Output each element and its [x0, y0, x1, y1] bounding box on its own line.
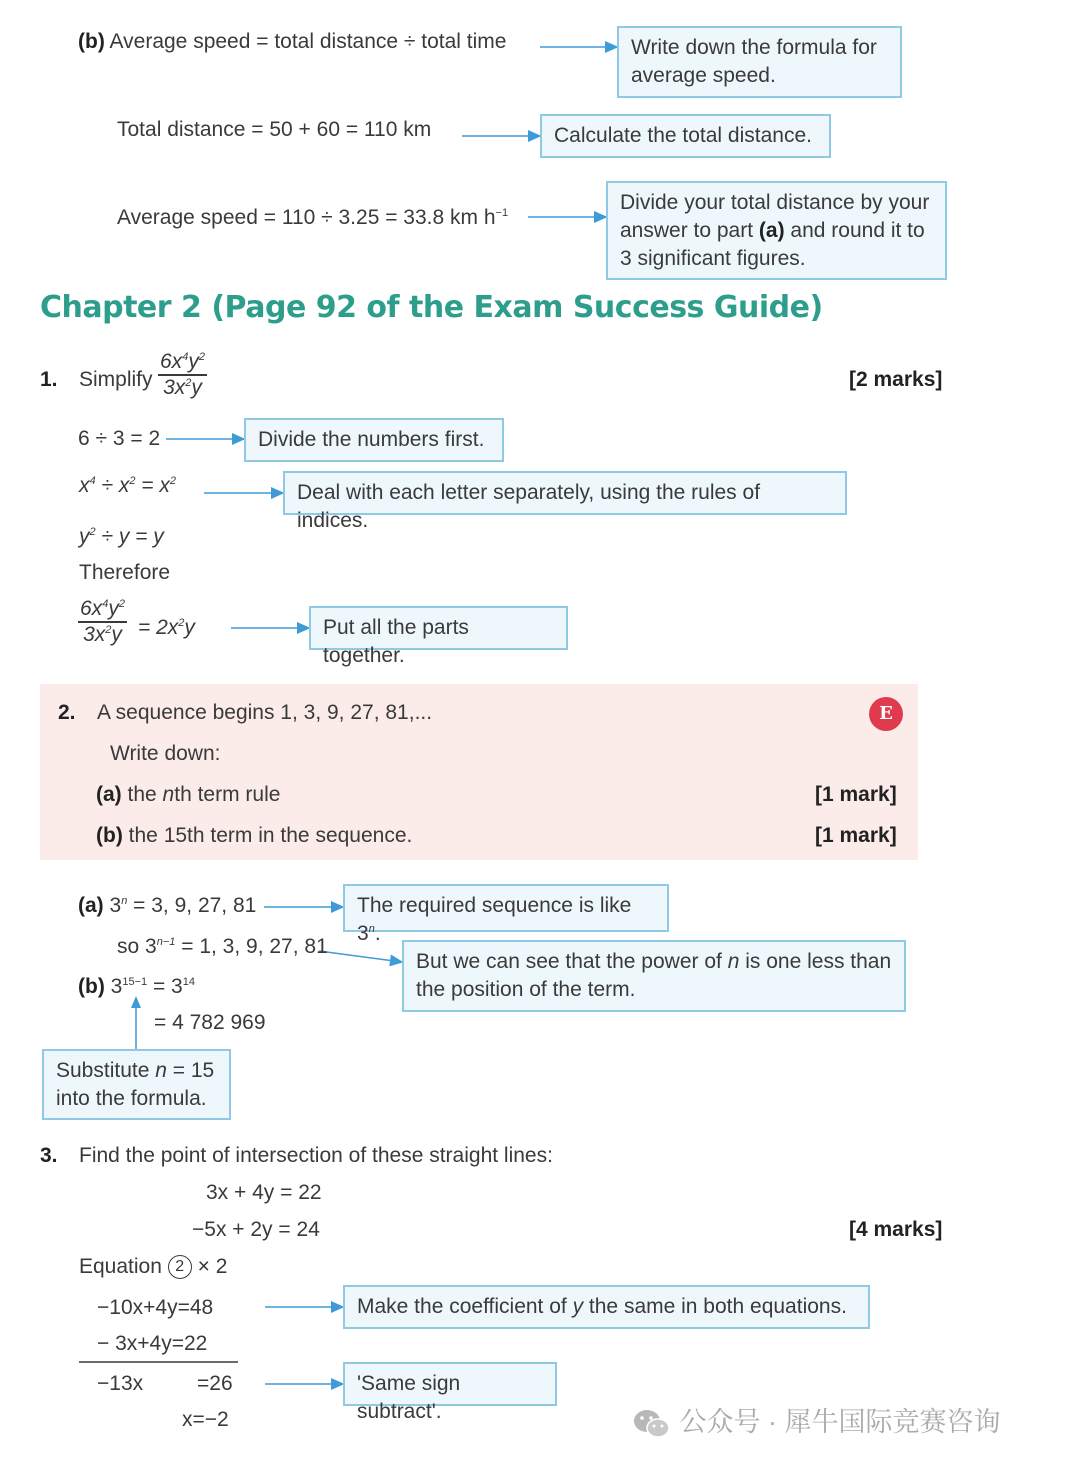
note-formula: Write down the formula for average speed.	[617, 26, 902, 98]
q2-answer-a: (a) 3$^n$ = 3, 9, 27, 81	[78, 894, 257, 917]
avg-speed-formula: (b) Average speed = total distance ÷ total time	[78, 30, 507, 53]
q3-line2: − 3x+4y=22	[97, 1332, 208, 1355]
note-substitute: Substitute n = 15 into the formula.	[42, 1049, 231, 1120]
note-divide: Divide your total distance by your answer to part (a) and round it to 3 significant figures.	[606, 181, 947, 280]
q1-marks: [2 marks]	[849, 368, 943, 391]
note-put-together: Put all the parts together.	[309, 606, 568, 650]
q3-line3b: =26	[197, 1372, 233, 1395]
q2-answer-so: so $3^{n-1} = 1$, 3, 9, 27, 81	[117, 935, 328, 958]
note-total-distance: Calculate the total distance.	[540, 114, 831, 158]
q2-part-a: (a) the nth term rule	[96, 783, 281, 806]
q2-number: 2.	[58, 701, 76, 724]
q2-write-down: Write down:	[110, 742, 221, 765]
q1-prompt: Simplify	[79, 368, 153, 391]
q2-part-b: (b) the 15th term in the sequence.	[96, 824, 413, 847]
chapter-heading: Chapter 2 (Page 92 of the Exam Success Guide)	[40, 290, 823, 325]
q3-line1: −10x+4y=48	[97, 1296, 214, 1319]
q3-line4: x=−2	[182, 1408, 229, 1431]
total-distance-line: Total distance = 50 + 60 = 110 km	[117, 118, 432, 141]
q1-result-fraction: $\frac{6x^4y^2}{3x^2y}$	[80, 597, 125, 646]
watermark: 公众号 · 犀牛国际竞赛咨询	[632, 1400, 1001, 1441]
avg-speed-calc: Average speed = 110 ÷ 3.25 = 33.8 km $h^{-1}$	[117, 206, 509, 229]
q3-eq1: 3x + 4y = 22	[206, 1181, 322, 1204]
q1-number: 1.	[40, 368, 58, 391]
wechat-icon	[632, 1407, 672, 1441]
q2-answer-b-value: = 4 782 969	[154, 1011, 266, 1034]
q2-a-marks: [1 mark]	[815, 783, 897, 806]
exam-badge-icon: E	[869, 697, 903, 731]
q2-answer-b: (b) $3^{15-1} = 3^{14}$	[78, 975, 195, 998]
circled-number: 2	[168, 1255, 192, 1279]
avg-speed-formula-text: Average speed = total distance ÷ total time	[109, 30, 507, 53]
q1-step2: $x^4 \div x^2 = x^2$	[79, 474, 177, 497]
q1-result: = $2x^2y$	[138, 616, 195, 639]
arrow-power-less	[319, 951, 402, 962]
q2-intro: A sequence begins 1, 3, 9, 27, 81,...	[97, 701, 433, 724]
note-coefficient: Make the coefficient of y the same in both equations.	[343, 1285, 870, 1329]
q3-marks: [4 marks]	[849, 1218, 943, 1241]
q1-step1: 6 ÷ 3 = 2	[78, 427, 161, 450]
note-power-less: But we can see that the power of n is one less than the position of the term.	[402, 940, 906, 1012]
q3-eq2: −5x + 2y = 24	[192, 1218, 320, 1241]
q2-b-marks: [1 mark]	[815, 824, 897, 847]
note-each-letter: Deal with each letter separately, using the rules of indices.	[283, 471, 847, 515]
q1-therefore: Therefore	[79, 561, 171, 584]
note-divide-numbers: Divide the numbers first.	[244, 418, 504, 462]
q3-prompt: Find the point of intersection of these straight lines:	[79, 1144, 553, 1167]
q3-line3a: −13x	[97, 1372, 144, 1395]
q3-equation-label: Equation 2 × 2	[79, 1255, 228, 1278]
q1-step3: $y^2 \div y = y$	[79, 525, 164, 548]
note-sequence-like: The required sequence is like 3$^n$.	[343, 884, 669, 932]
q1-fraction: $\frac{6x^4y^2}{3x^2y}$	[160, 350, 205, 399]
q3-number: 3.	[40, 1144, 58, 1167]
note-subtract: 'Same sign subtract'.	[343, 1362, 557, 1406]
